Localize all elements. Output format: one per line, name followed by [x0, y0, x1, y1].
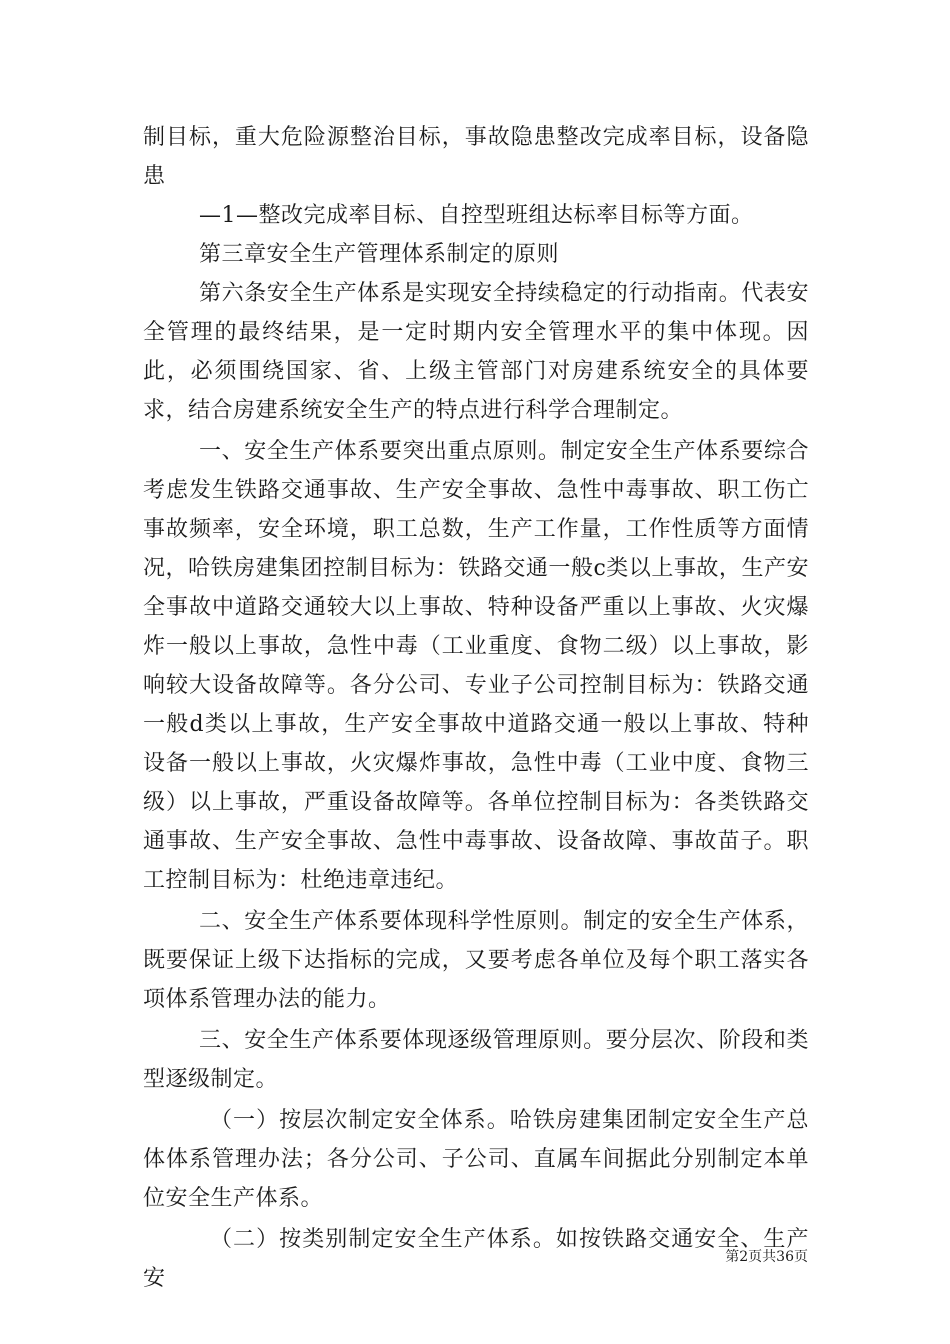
- document-body: [143, 118, 809, 1298]
- chapter-heading: 第三章安全生产管理体系制定的原则: [199, 242, 560, 267]
- paragraph-subitem-one: （一）按层次制定安全体系。哈铁房建集团制定安全生产总体体系管理办法；各分公司、子公司、直属车间据此分别制定本单位安全生产体系。: [143, 1108, 809, 1211]
- paragraph-principle-three: 三、安全生产体系要体现逐级管理原则。要分层次、阶段和类型逐级制定。: [143, 1028, 809, 1092]
- paragraph-continuation: 制目标，重大危险源整治目标，事故隐患整改完成率目标，设备隐患: [143, 125, 809, 189]
- paragraph-subitem-two: （二）按类别制定安全生产体系。如按铁路交通安全、生产安: [143, 1227, 809, 1291]
- page-number: 第2页共36页: [725, 1249, 808, 1265]
- paragraph-page-marker: —1—整改完成率目标、自控型班组达标率目标等方面。: [199, 203, 754, 228]
- paragraph-article-six: 第六条安全生产体系是实现安全持续稳定的行动指南。代表安全管理的最终结果，是一定时期内安全管理水平的集中体现。因此，必须围绕国家、省、上级主管部门对房建系统安全的具体要求，结合房建系统安全生产的特点进行科学合理制定。: [143, 281, 809, 423]
- paragraph-principle-two: 二、安全生产体系要体现科学性原则。制定的安全生产体系，既要保证上级下达指标的完成，又要考虑各单位及每个职工落实各项体系管理办法的能力。: [143, 909, 809, 1012]
- paragraph-principle-one: 一、安全生产体系要突出重点原则。制定安全生产体系要综合考虑发生铁路交通事故、生产安全事故、急性中毒事故、职工伤亡事故频率，安全环境，职工总数，生产工作量，工作性质等方面情况，哈铁房建集团控制目标为：铁路交通一般c类以上事故，生产安全事故中道路交通较大以上事故、特种设备严重以上事故、火灾爆炸一般以上事故，急性中毒（工业重度、食物二级）以上事故，影响较大设备故障等。各分公司、专业子公司控制目标为：铁路交通一般d类以上事故，生产安全事故中道路交通一般以上事故、特种设备一般以上事故，火灾爆炸事故，急性中毒（工业中度、食物三级）以上事故，严重设备故障等。各单位控制目标为：各类铁路交通事故、生产安全事故、急性中毒事故、设备故障、事故苗子。职工控制目标为：杜绝违章违纪。: [143, 439, 809, 893]
